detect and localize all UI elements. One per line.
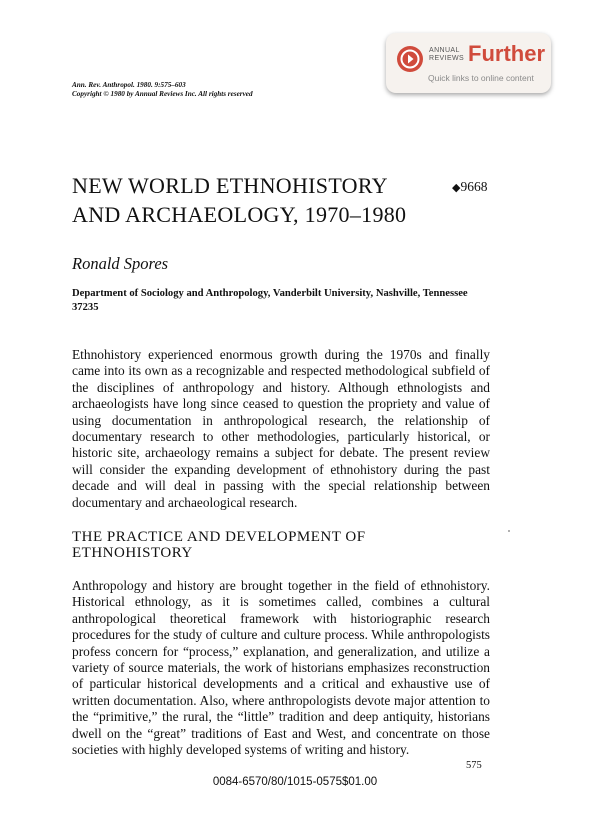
- author-affiliation: Department of Sociology and Anthropology, Vanderbilt University, Nashville, Tennessee 37235: [72, 288, 468, 313]
- citation-line-1: Ann. Rev. Anthropol. 1980. 9:575–603: [72, 81, 186, 89]
- badge-tagline: Quick links to online content: [428, 73, 534, 83]
- article-code-number: 9668: [460, 179, 488, 194]
- badge-brand-annual: ANNUAL: [429, 47, 460, 54]
- footer-code: 0084-6570/80/1015-0575$01.00: [212, 776, 378, 788]
- annual-reviews-further-badge[interactable]: [386, 33, 551, 93]
- diamond-icon: ◆: [452, 182, 461, 194]
- intro-paragraph: Ethnohistory experienced enormous growth during the 1970s and finally came into its own as a recognizable and respected methodological subfield of the disciplines of anthropology and history. Although ethnologists and archaeologists have long since ceased to question the propriety and value of using documentation in anthropological research, the relationship of documentary research to other methodologies, particularly historical, or historic site, archaeology remains a subject for debate. The present review will consider the expanding development of ethnohistory during the past decade and will deal in passing with the special relationship between documentary and archaeological research.: [72, 347, 490, 510]
- section-heading: THE PRACTICE AND DEVELOPMENT OF ETHNOHISTORY: [72, 529, 366, 561]
- author-name: Ronald Spores: [72, 254, 169, 273]
- scan-speck: [508, 530, 510, 532]
- badge-brand-reviews: REVIEWS: [429, 55, 465, 62]
- copyright-line: Copyright © 1980 by Annual Reviews Inc. All rights reserved: [72, 90, 253, 98]
- page-number: 575: [466, 760, 482, 771]
- play-icon: [397, 46, 423, 72]
- section-paragraph: Anthropology and history are brought together in the field of ethnohistory. Historical ethnology, as it is sometimes called, combines a cultural anthropological theoretical framework with historiographic research procedures for the study of culture and culture process. While anthropologists profess concern for “process,” explanation, and generalization, and utilize a variety of source materials, the work of historians emphasizes reconstruction of particular historical developments and a critical and exhaustive use of written documentation. Also, where anthropologists devote major attention to the “primitive,” the rural, the “little” tradition and deep antiquity, historians dwell on the “great” traditions of East and West, and concentrate on those societies with highly developed systems of writing and history.: [72, 578, 490, 758]
- article-code: [452, 179, 487, 195]
- further-label: Further: [468, 41, 545, 66]
- article-title: NEW WORLD ETHNOHISTORY AND ARCHAEOLOGY, 1970–1980: [72, 173, 407, 227]
